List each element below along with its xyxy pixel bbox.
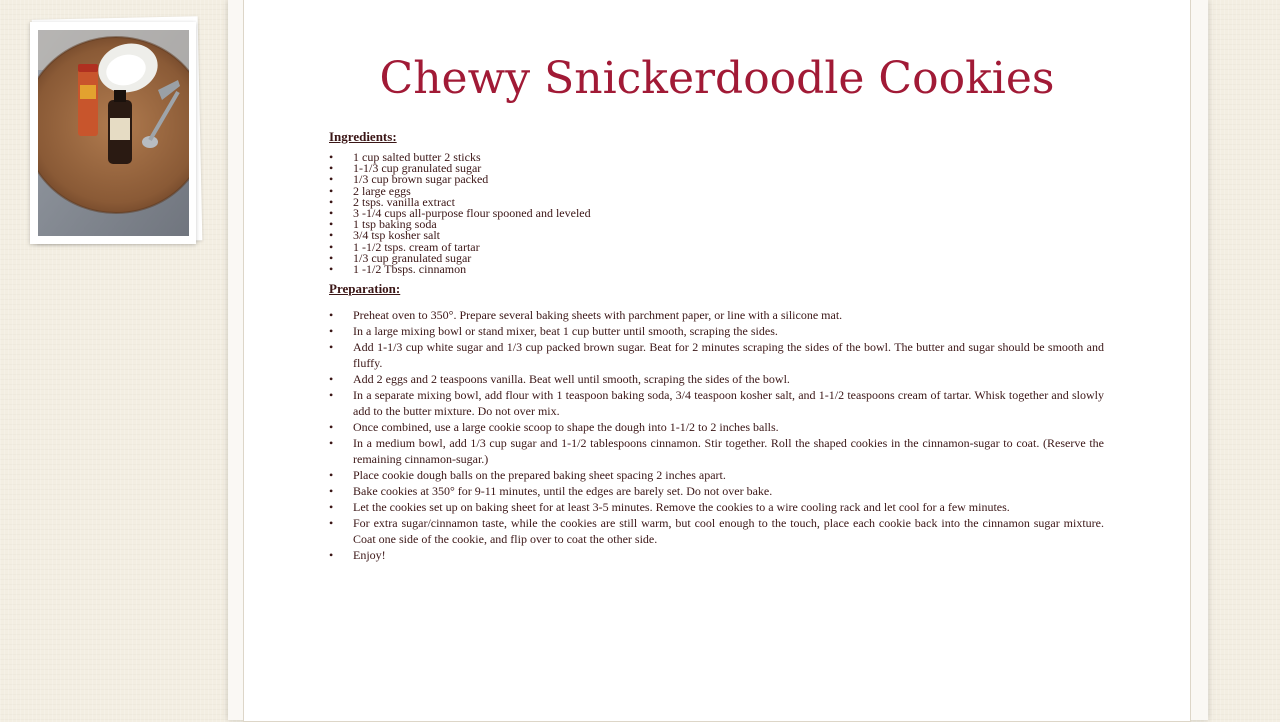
recipe-content	[329, 128, 1104, 563]
preparation-step: • Let the cookies set up on baking sheet for at least 3-5 minutes. Remove the cookies to a wire cooling rack and let cool for a few minutes.	[329, 499, 1104, 515]
ingredient-item: • 1 -1/2 tsps. cream of tartar	[329, 242, 1104, 253]
ingredient-item: • 3/4 tsp kosher salt	[329, 230, 1104, 241]
preparation-step: • Enjoy!	[329, 547, 1104, 563]
preparation-step: • In a medium bowl, add 1/3 cup sugar and 1-1/2 tablespoons cinnamon. Stir together. Roll the shaped cookies in the cinnamon-sugar to coat. (Reserve the remaining cinnamon-sugar.)	[329, 435, 1104, 467]
preparation-step: • Add 1-1/3 cup white sugar and 1/3 cup packed brown sugar. Beat for 2 minutes scraping the sides of the bowl. The butter and sugar should be smooth and fluffy.	[329, 339, 1104, 371]
ingredients-photo-image	[38, 30, 189, 236]
preparation-step: • Add 2 eggs and 2 teaspoons vanilla. Beat well until smooth, scraping the sides of the bowl.	[329, 371, 1104, 387]
preparation-step: • In a large mixing bowl or stand mixer, beat 1 cup butter until smooth, scraping the sides.	[329, 323, 1104, 339]
ingredient-item: • 2 large eggs	[329, 186, 1104, 197]
ingredients-photo	[30, 22, 196, 244]
preparation-step: • For extra sugar/cinnamon taste, while the cookies are still warm, but cool enough to the touch, place each cookie back into the cinnamon sugar mixture. Coat one side of the cookie, and flip over to coat the other side.	[329, 515, 1104, 547]
ingredients-heading: Ingredients:	[329, 129, 397, 144]
preparation-heading: Preparation:	[329, 281, 401, 297]
preparation-step: • In a separate mixing bowl, add flour with 1 teaspoon baking soda, 3/4 teaspoon kosher salt, and 1-1/2 teaspoons cream of tartar. Whisk together and slowly add to the butter mixture. Do not over mix.	[329, 387, 1104, 419]
ingredient-item: • 2 tsps. vanilla extract	[329, 197, 1104, 208]
ingredient-item: • 1 -1/2 Tbsps. cinnamon	[329, 264, 1104, 275]
preparation-step: • Preheat oven to 350°. Prepare several baking sheets with parchment paper, or line with a silicone mat.	[329, 307, 1104, 323]
preparation-list	[329, 307, 1104, 563]
preparation-step: • Bake cookies at 350° for 9-11 minutes, until the edges are barely set. Do not over bake.	[329, 483, 1104, 499]
ingredient-item: • 1 cup salted butter 2 sticks	[329, 152, 1104, 163]
preparation-step: • Once combined, use a large cookie scoop to shape the dough into 1-1/2 to 2 inches balls.	[329, 419, 1104, 435]
ingredient-item: • 1/3 cup granulated sugar	[329, 253, 1104, 264]
preparation-step: • Place cookie dough balls on the prepared baking sheet spacing 2 inches apart.	[329, 467, 1104, 483]
recipe-title: Chewy Snickerdoodle Cookies	[379, 53, 1055, 104]
ingredient-item: • 1-1/3 cup granulated sugar	[329, 163, 1104, 174]
ingredient-item: • 1/3 cup brown sugar packed	[329, 174, 1104, 185]
ingredient-item: • 1 tsp baking soda	[329, 219, 1104, 230]
ingredients-list	[329, 152, 1104, 275]
ingredient-item: • 3 -1/4 cups all-purpose flour spooned and leveled	[329, 208, 1104, 219]
